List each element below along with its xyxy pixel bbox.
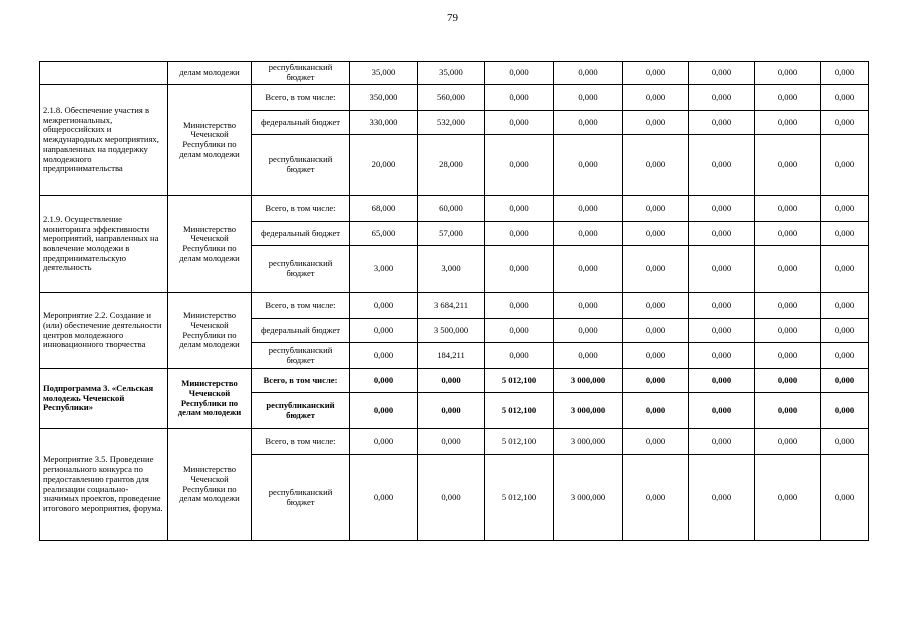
- amount-cell: 330,000: [350, 111, 418, 135]
- amount-cell: 28,000: [418, 135, 485, 196]
- amount-cell: 0,000: [418, 369, 485, 393]
- measure-name: Мероприятие 3.5. Проведение регионального конкурса по предоставлению грантов для реализации социально-значимых проектов, проведение итогового мероприятия, форума.: [40, 429, 168, 541]
- funding-source: республиканский бюджет: [252, 343, 350, 369]
- funding-source: республиканский бюджет: [252, 393, 350, 429]
- amount-cell: 0,000: [821, 246, 869, 293]
- amount-cell: 0,000: [689, 111, 755, 135]
- amount-cell: 0,000: [755, 429, 821, 455]
- amount-cell: 0,000: [350, 393, 418, 429]
- amount-cell: 0,000: [485, 246, 554, 293]
- amount-cell: 0,000: [689, 222, 755, 246]
- amount-cell: 68,000: [350, 196, 418, 222]
- amount-cell: 0,000: [623, 62, 689, 85]
- amount-cell: 0,000: [689, 343, 755, 369]
- amount-cell: 0,000: [554, 246, 623, 293]
- amount-cell: 0,000: [755, 293, 821, 319]
- amount-cell: 0,000: [623, 455, 689, 541]
- amount-cell: 0,000: [821, 62, 869, 85]
- amount-cell: 0,000: [623, 135, 689, 196]
- amount-cell: 0,000: [485, 196, 554, 222]
- amount-cell: 60,000: [418, 196, 485, 222]
- amount-cell: 0,000: [821, 429, 869, 455]
- amount-cell: 0,000: [689, 135, 755, 196]
- amount-cell: 0,000: [623, 293, 689, 319]
- amount-cell: 560,000: [418, 85, 485, 111]
- amount-cell: 0,000: [689, 429, 755, 455]
- funding-source: Всего, в том числе:: [252, 429, 350, 455]
- amount-cell: 0,000: [418, 393, 485, 429]
- amount-cell: 3 500,000: [418, 319, 485, 343]
- funding-source: Всего, в том числе:: [252, 196, 350, 222]
- amount-cell: 0,000: [485, 62, 554, 85]
- funding-source: Всего, в том числе:: [252, 293, 350, 319]
- funding-source: республиканский бюджет: [252, 62, 350, 85]
- budget-table: [39, 61, 869, 541]
- amount-cell: 0,000: [755, 455, 821, 541]
- amount-cell: 0,000: [623, 369, 689, 393]
- funding-source: Всего, в том числе:: [252, 85, 350, 111]
- amount-cell: 0,000: [554, 196, 623, 222]
- amount-cell: 20,000: [350, 135, 418, 196]
- table-row: [40, 293, 869, 319]
- amount-cell: 0,000: [418, 429, 485, 455]
- measure-name: 2.1.8. Обеспечение участия в межрегиональных, общероссийских и международных мероприятиях, направленных на поддержку молодежного предпринимательства: [40, 85, 168, 196]
- amount-cell: 5 012,100: [485, 369, 554, 393]
- funding-source: республиканский бюджет: [252, 246, 350, 293]
- amount-cell: 0,000: [485, 85, 554, 111]
- amount-cell: 0,000: [350, 319, 418, 343]
- amount-cell: 0,000: [689, 319, 755, 343]
- amount-cell: 184,211: [418, 343, 485, 369]
- funding-source: федеральный бюджет: [252, 319, 350, 343]
- executor-cell: Министерство Чеченской Республики по делам молодежи: [168, 293, 252, 369]
- amount-cell: 0,000: [623, 111, 689, 135]
- table-row: [40, 369, 869, 393]
- executor-cell: Министерство Чеченской Республики по делам молодежи: [168, 85, 252, 196]
- amount-cell: 0,000: [350, 293, 418, 319]
- amount-cell: 0,000: [821, 393, 869, 429]
- funding-source: федеральный бюджет: [252, 111, 350, 135]
- executor-cell: Министерство Чеченской Республики по делам молодежи: [168, 369, 252, 429]
- amount-cell: 3 000,000: [554, 429, 623, 455]
- amount-cell: 0,000: [689, 85, 755, 111]
- amount-cell: 0,000: [485, 343, 554, 369]
- amount-cell: 0,000: [821, 196, 869, 222]
- amount-cell: 0,000: [485, 222, 554, 246]
- amount-cell: 0,000: [755, 319, 821, 343]
- amount-cell: 0,000: [485, 111, 554, 135]
- amount-cell: 0,000: [554, 343, 623, 369]
- amount-cell: 0,000: [821, 369, 869, 393]
- measure-name: [40, 62, 168, 85]
- amount-cell: 3 000,000: [554, 455, 623, 541]
- amount-cell: 5 012,100: [485, 393, 554, 429]
- amount-cell: 532,000: [418, 111, 485, 135]
- amount-cell: 0,000: [554, 135, 623, 196]
- amount-cell: 0,000: [554, 293, 623, 319]
- amount-cell: 0,000: [689, 246, 755, 293]
- amount-cell: 0,000: [623, 393, 689, 429]
- executor-cell: Министерство Чеченской Республики по делам молодежи: [168, 429, 252, 541]
- amount-cell: 0,000: [554, 222, 623, 246]
- amount-cell: 0,000: [755, 111, 821, 135]
- amount-cell: 0,000: [623, 196, 689, 222]
- amount-cell: 3,000: [418, 246, 485, 293]
- amount-cell: 0,000: [350, 455, 418, 541]
- funding-source: республиканский бюджет: [252, 455, 350, 541]
- amount-cell: 0,000: [350, 369, 418, 393]
- amount-cell: 0,000: [755, 135, 821, 196]
- amount-cell: 0,000: [689, 62, 755, 85]
- table-row: [40, 196, 869, 222]
- amount-cell: 5 012,100: [485, 429, 554, 455]
- funding-source: Всего, в том числе:: [252, 369, 350, 393]
- amount-cell: 0,000: [689, 369, 755, 393]
- amount-cell: 0,000: [755, 62, 821, 85]
- table-row: [40, 429, 869, 455]
- amount-cell: 0,000: [821, 293, 869, 319]
- funding-source: республиканский бюджет: [252, 135, 350, 196]
- amount-cell: 35,000: [418, 62, 485, 85]
- amount-cell: 0,000: [821, 319, 869, 343]
- amount-cell: 0,000: [755, 393, 821, 429]
- amount-cell: 35,000: [350, 62, 418, 85]
- amount-cell: 0,000: [755, 246, 821, 293]
- amount-cell: 0,000: [821, 343, 869, 369]
- amount-cell: 0,000: [821, 455, 869, 541]
- amount-cell: 0,000: [623, 319, 689, 343]
- amount-cell: 0,000: [689, 196, 755, 222]
- amount-cell: 0,000: [350, 429, 418, 455]
- amount-cell: 0,000: [623, 429, 689, 455]
- amount-cell: 0,000: [755, 343, 821, 369]
- amount-cell: 3,000: [350, 246, 418, 293]
- amount-cell: 0,000: [689, 293, 755, 319]
- measure-name: Подпрограмма 3. «Сельская молодежь Чеченской Республики»: [40, 369, 168, 429]
- amount-cell: 57,000: [418, 222, 485, 246]
- amount-cell: 0,000: [485, 319, 554, 343]
- executor-cell: Министерство Чеченской Республики по делам молодежи: [168, 196, 252, 293]
- page-number: 79: [447, 12, 458, 24]
- amount-cell: 350,000: [350, 85, 418, 111]
- table-row: [40, 85, 869, 111]
- amount-cell: 0,000: [689, 455, 755, 541]
- amount-cell: 0,000: [821, 135, 869, 196]
- amount-cell: 0,000: [623, 343, 689, 369]
- amount-cell: 0,000: [755, 222, 821, 246]
- amount-cell: 0,000: [485, 135, 554, 196]
- executor-cell: делам молодежи: [168, 62, 252, 85]
- amount-cell: 0,000: [755, 85, 821, 111]
- amount-cell: 3 000,000: [554, 393, 623, 429]
- amount-cell: 3 684,211: [418, 293, 485, 319]
- amount-cell: 0,000: [689, 393, 755, 429]
- amount-cell: 0,000: [554, 85, 623, 111]
- amount-cell: 0,000: [554, 111, 623, 135]
- amount-cell: 0,000: [623, 85, 689, 111]
- amount-cell: 0,000: [350, 343, 418, 369]
- measure-name: Мероприятие 2.2. Создание и (или) обеспечение деятельности центров молодежного инновационного творчества: [40, 293, 168, 369]
- amount-cell: 3 000,000: [554, 369, 623, 393]
- amount-cell: 0,000: [821, 85, 869, 111]
- amount-cell: 0,000: [554, 62, 623, 85]
- amount-cell: 5 012,100: [485, 455, 554, 541]
- table-row: [40, 62, 869, 85]
- amount-cell: 0,000: [821, 222, 869, 246]
- amount-cell: 0,000: [755, 369, 821, 393]
- funding-source: федеральный бюджет: [252, 222, 350, 246]
- amount-cell: 0,000: [554, 319, 623, 343]
- amount-cell: 0,000: [485, 293, 554, 319]
- amount-cell: 0,000: [623, 222, 689, 246]
- amount-cell: 0,000: [418, 455, 485, 541]
- measure-name: 2.1.9. Осуществление мониторинга эффективности мероприятий, направленных на вовлечение молодежи в предпринимательскую деятельность: [40, 196, 168, 293]
- amount-cell: 0,000: [821, 111, 869, 135]
- amount-cell: 0,000: [623, 246, 689, 293]
- amount-cell: 0,000: [755, 196, 821, 222]
- amount-cell: 65,000: [350, 222, 418, 246]
